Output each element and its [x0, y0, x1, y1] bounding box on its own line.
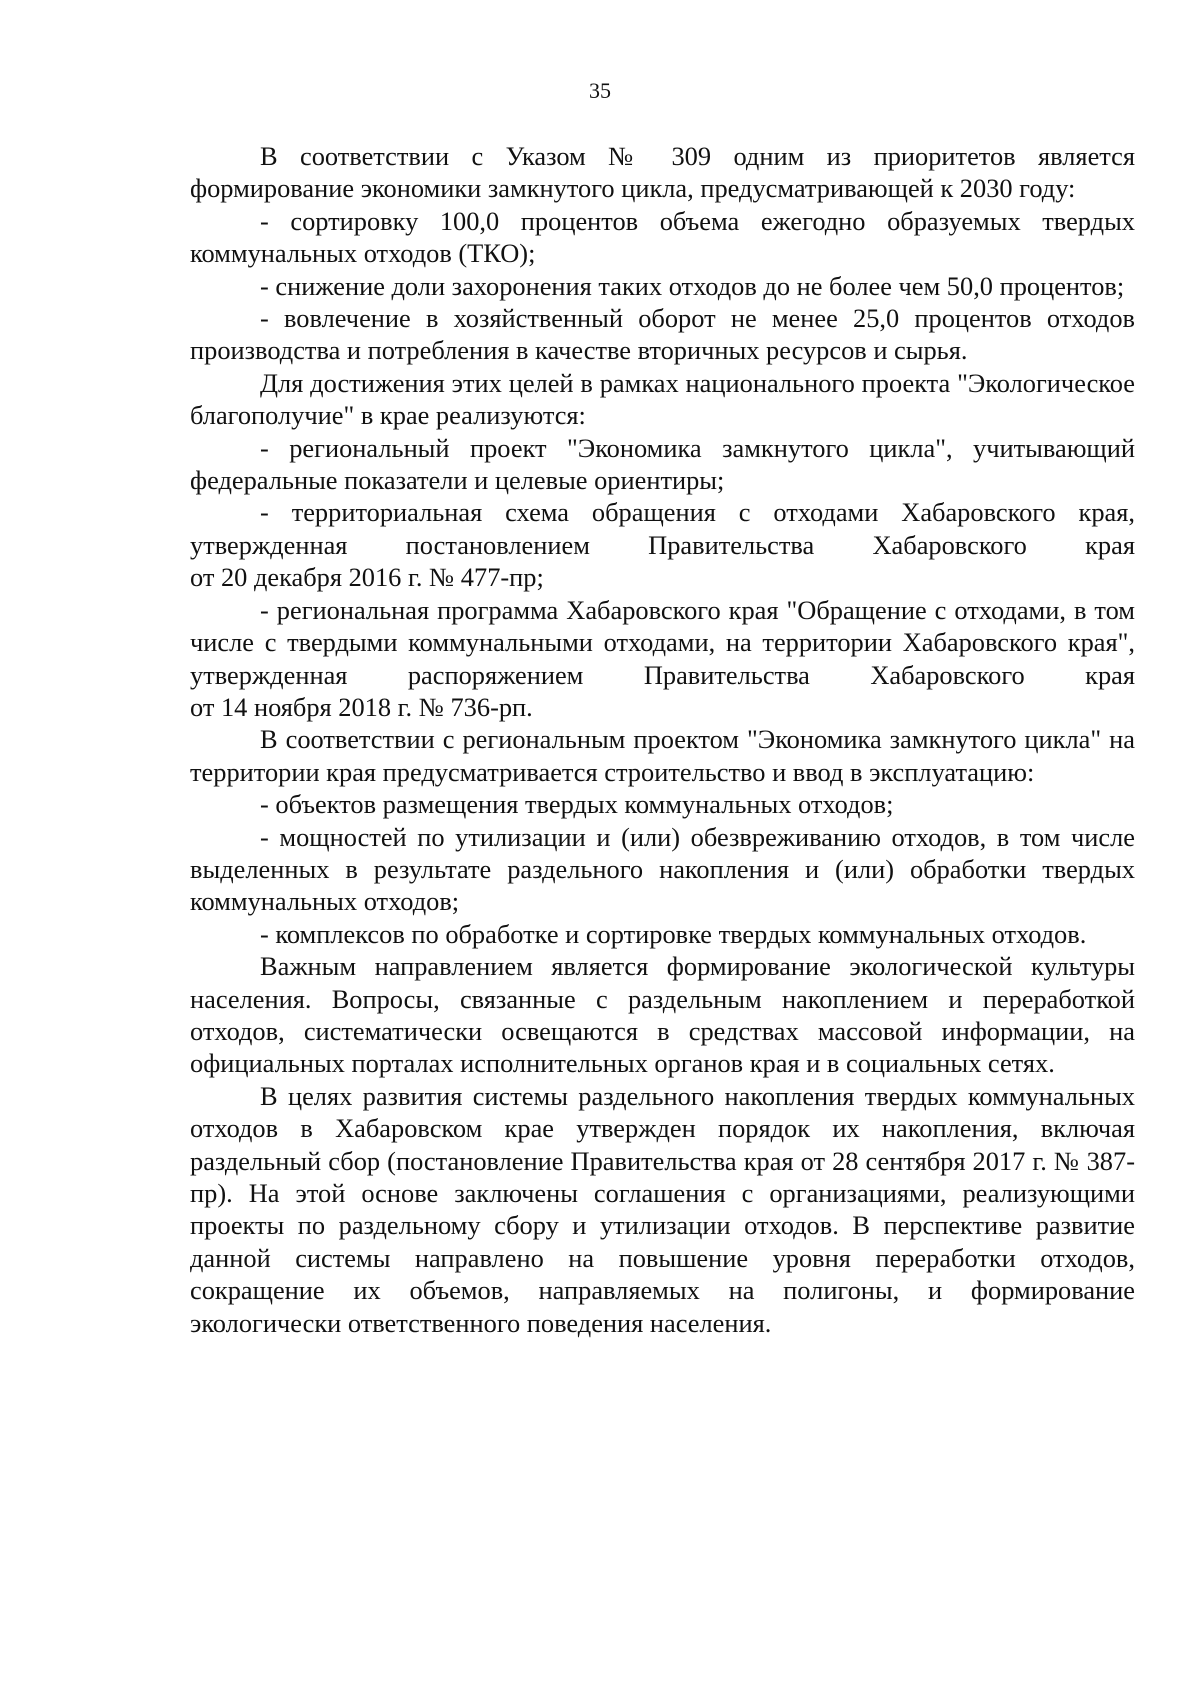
paragraph-ecological-culture: Важным направлением является формирование экологической культуры населения. Вопросы, связанные с раздельным накоплением и переработкой отходов, систематически освещаются в средствах массовой информации, на официальных порталах исполнительных органов края и в социальных сетях.: [190, 951, 1135, 1079]
paragraph-separate-collection: В целях развития системы раздельного накопления твердых коммунальных отходов в Хабаровском крае утвержден порядок их накопления, включая раздельный сбор (постановление Правительства края от 28 сентября 2017 г. № 387-пр). На этой основе заключены соглашения с организациями, реализующими проекты по раздельному сбору и утилизации отходов. В перспективе развитие данной системы направлено на повышение уровня переработки отходов, сокращение их объемов, направляемых на полигоны, и формирование экологически ответственного поведения населения.: [190, 1080, 1135, 1338]
list-item-regional-program: - региональная программа Хабаровского края "Обращение с отходами, в том числе с твердыми коммунальными отходами, на территории Хабаровского края", утвержденная распоряжением Правительства Хабаровского края: [190, 594, 1135, 690]
list-item-secondary-resources: - вовлечение в хозяйственный оборот не менее 25,0 процентов отходов производства и потребления в качестве вторичных ресурсов и сырья.: [190, 303, 1135, 366]
list-item-sorting: - сортировку 100,0 процентов объема ежегодно образуемых твердых коммунальных отходов (ТКО);: [190, 205, 1135, 269]
list-item-landfill-reduction: - снижение доли захоронения таких отходов до не более чем 50,0 процентов;: [260, 270, 1125, 301]
paragraph-ukaz-309: В соответствии с Указом № 309 одним из приоритетов является формирование экономики замкнутого цикла, предусматривающей к 2030 году:: [190, 141, 1135, 204]
paragraph-regional-project-construction: В соответствии с региональным проектом "Экономика замкнутого цикла" на территории края предусматривается строительство и ввод в эксплуатацию:: [190, 724, 1135, 787]
list-item-territorial-scheme-date: от 20 декабря 2016 г. № 477-пр;: [190, 562, 544, 593]
list-item-sorting-complexes: - комплексов по обработке и сортировке твердых коммунальных отходов.: [260, 918, 1087, 949]
page-number: 35: [589, 78, 611, 103]
document-body: [190, 140, 1135, 1339]
list-item-utilization-capacities: - мощностей по утилизации и (или) обезвреживанию отходов, в том числе выделенных в результате раздельного накопления и (или) обработки твердых коммунальных отходов;: [190, 821, 1135, 917]
list-item-regional-project: - региональный проект "Экономика замкнутого цикла", учитывающий федеральные показатели и целевые ориентиры;: [190, 432, 1135, 496]
paragraph-national-project: Для достижения этих целей в рамках национального проекта "Экологическое благополучие" в крае реализуются:: [190, 367, 1135, 431]
list-item-placement-facilities: - объектов размещения твердых коммунальных отходов;: [260, 789, 894, 820]
list-item-territorial-scheme: - территориальная схема обращения с отходами Хабаровского края, утвержденная постановлением Правительства Хабаровского края: [190, 497, 1135, 560]
list-item-regional-program-date: от 14 ноября 2018 г. № 736-рп.: [190, 691, 533, 722]
